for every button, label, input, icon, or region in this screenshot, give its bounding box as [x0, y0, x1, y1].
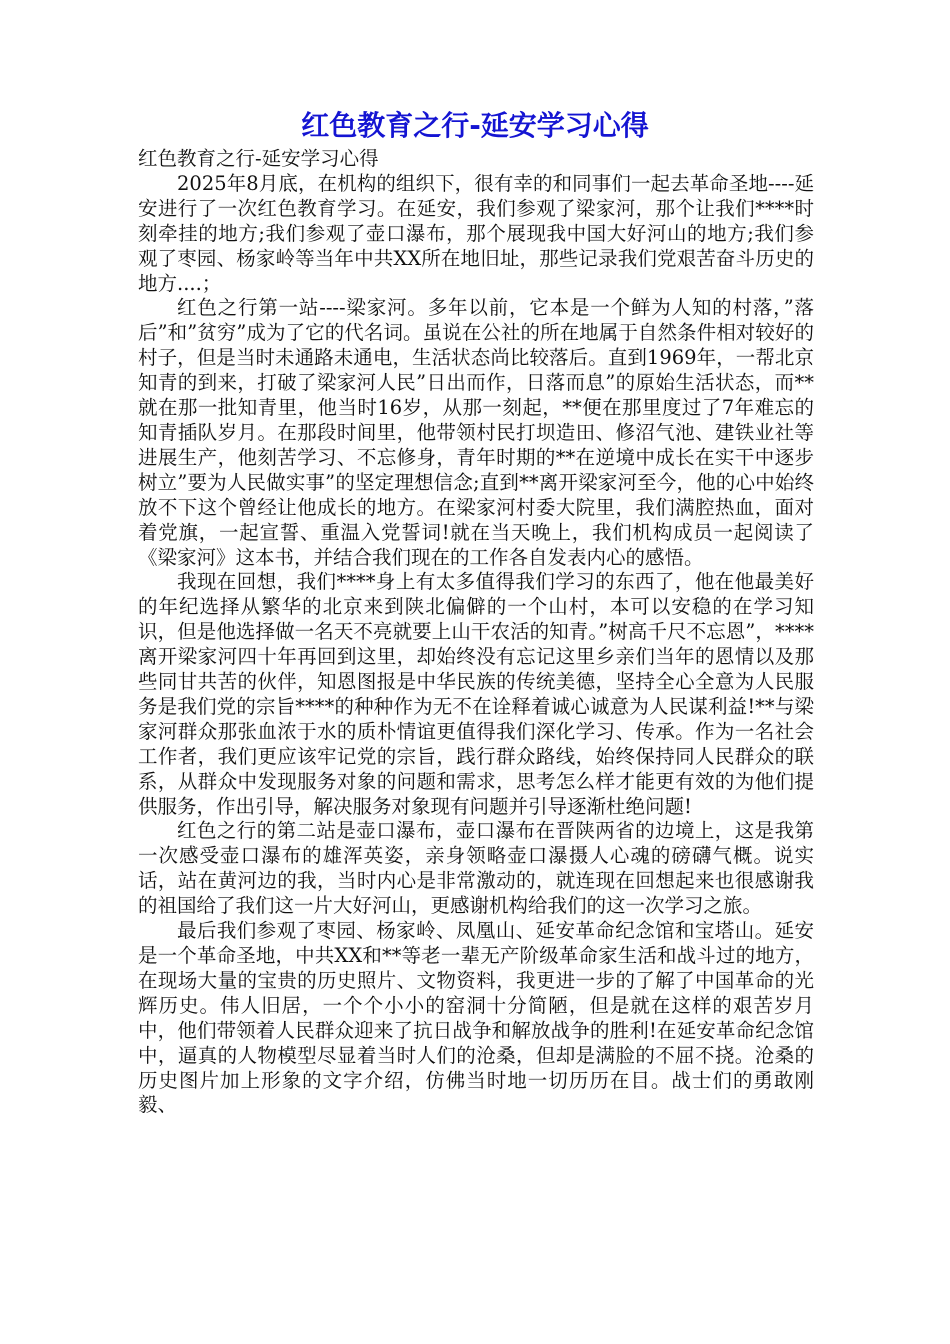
- paragraph-hukou-waterfall: 红色之行的第二站是壶口瀑布，壶口瀑布在晋陕两省的边境上，这是我第一次感受壶口瀑布的雄浑英姿，亲身领略壶口瀑摄人心魂的磅礴气概。说实话，站在黄河边的我，当时内心是非常激动的，就连现在回想起来也很感谢我的祖国给了我们这一片大好河山，更感谢机构给我们的这一次学习之旅。: [138, 819, 814, 918]
- document-body: [138, 147, 814, 1118]
- paragraph-liangjiahe: 红色之行第一站----梁家河。多年以前，它本是一个鲜为人知的村落，”落后”和”贫穷”成为了它的代名词。虽说在公社的所在地属于自然条件相对较好的村子，但是当时未通路未通电，生活状态尚比较落后。直到1969年，一帮北京知青的到来，打破了梁家河人民”日出而作，日落而息”的原始生活状态，而**就在那一批知青里，他当时16岁，从那一刻起，**便在那里度过了7年难忘的知青插队岁月。在那段时间里，他带领村民打坝造田、修沼气池、建铁业社等进展生产，他刻苦学习、不忘修身，青年时期的**在逆境中成长在实干中逐步树立”要为人民做实事”的坚定理想信念;直到**离开梁家河至今，他的心中始终放不下这个曾经让他成长的地方。在梁家河村委大院里，我们满腔热血，面对着党旗，一起宣誓、重温入党誓词!就在当天晚上，我们机构成员一起阅读了《梁家河》这本书，并结合我们现在的工作各自发表内心的感悟。: [138, 296, 814, 569]
- document-title: 红色教育之行-延安学习心得: [301, 109, 649, 142]
- paragraph-intro: 2025年8月底，在机构的组织下，很有幸的和同事们一起去革命圣地----延安进行了一次红色教育学习。在延安，我们参观了梁家河，那个让我们****时刻牵挂的地方;我们参观了壶口瀑布，那个展现我中国大好河山的地方;我们参观了枣园、杨家岭等当年中共XX所在地旧址，那些记录我们党艰苦奋斗历史的地方....；: [138, 171, 814, 295]
- document-subtitle: 红色教育之行-延安学习心得: [138, 147, 379, 170]
- paragraph-yanan-sites: 最后我们参观了枣园、杨家岭、凤凰山、延安革命纪念馆和宝塔山。延安是一个革命圣地，中共XX和**等老一辈无产阶级革命家生活和战斗过的地方，在现场大量的宝贵的历史照片、文物资料，我更进一步的了解了中国革命的光辉历史。伟人旧居，一个个小小的窑洞十分简陋，但是就在这样的艰苦岁月中，他们带领着人民群众迎来了抗日战争和解放战争的胜利!在延安革命纪念馆中，逼真的人物模型尽显着当时人们的沧桑，但却是满脸的不屈不挠。沧桑的历史图片加上形象的文字介绍，仿佛当时地一切历历在目。战士们的勇敢刚毅、: [138, 919, 814, 1117]
- paragraph-reflection: 我现在回想，我们****身上有太多值得我们学习的东西了，他在他最美好的年纪选择从繁华的北京来到陕北偏僻的一个山村，本可以安稳的在学习知识，但是他选择做一名天不亮就要上山干农活的知青。”树高千尺不忘恩”，****离开梁家河四十年再回到这里，却始终没有忘记这里乡亲们当年的恩情以及那些同甘共苦的伙伴，知恩图报是中华民族的传统美德，坚持全心全意为人民服务是我们党的宗旨****的种种作为无不在诠释着诚心诚意为人民谋利益!**与梁家河群众那张血浓于水的质朴情谊更值得我们深化学习、传承。作为一名社会工作者，我们更应该牢记党的宗旨，践行群众路线，始终保持同人民群众的联系，从群众中发现服务对象的问题和需求，思考怎么样才能更有效的为他们提供服务，作出引导，解决服务对象现有问题并引导逐渐杜绝问题!: [138, 570, 814, 818]
